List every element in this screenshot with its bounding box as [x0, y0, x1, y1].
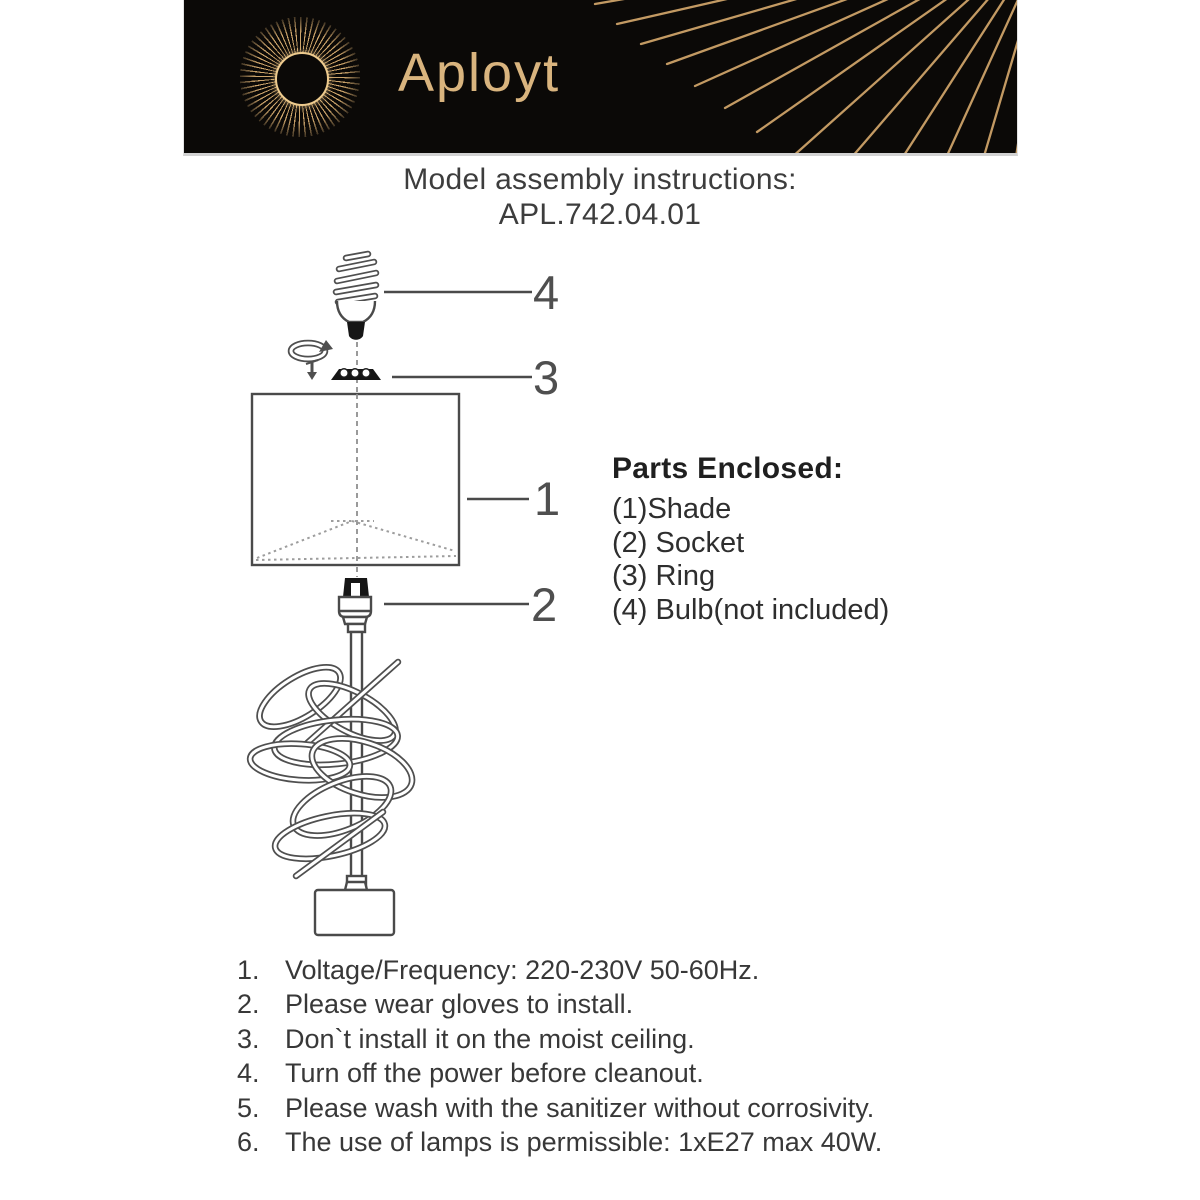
ring-diagram — [331, 369, 381, 380]
callout-ring: 3 — [533, 351, 560, 404]
instruction-row — [237, 1056, 882, 1090]
instruction-text: Please wear gloves to install. — [285, 989, 634, 1020]
socket-diagram — [339, 578, 371, 624]
parts-enclosed-heading: Parts Enclosed: — [612, 452, 844, 485]
instruction-row — [237, 953, 882, 987]
parts-enclosed-item: (4) Bulb(not included) — [612, 593, 890, 626]
parts-enclosed-item: (3) Ring — [612, 560, 716, 592]
instruction-text: Voltage/Frequency: 220-230V 50-60Hz. — [285, 955, 760, 985]
parts-enclosed-item: (2) Socket — [612, 526, 745, 559]
callout-socket: 2 — [531, 578, 558, 631]
parts-enclosed-list — [612, 493, 889, 627]
callout-shade: 1 — [534, 472, 561, 525]
lamp-body-diagram — [249, 624, 420, 878]
leader-lines — [384, 292, 532, 604]
brand-name: Aployt — [398, 43, 561, 103]
bulb-diagram — [336, 254, 376, 340]
instruction-row — [237, 1022, 882, 1056]
base-diagram — [315, 876, 394, 935]
instruction-number: 2. — [237, 989, 260, 1020]
brand-banner — [183, 0, 1018, 156]
title-line-1: Model assembly instructions: — [403, 163, 797, 196]
instruction-text: Please wash with the sanitizer without corrosivity. — [285, 1092, 875, 1123]
instruction-row — [237, 1091, 882, 1125]
instruction-number: 6. — [237, 1127, 260, 1158]
decorative-rays-icon — [587, 0, 1017, 153]
instruction-text: Don`t install it on the moist ceiling. — [285, 1023, 695, 1054]
rotate-ring-icon — [291, 340, 333, 380]
instruction-number: 3. — [237, 1023, 260, 1054]
instruction-number: 5. — [237, 1092, 260, 1123]
instruction-text: Turn off the power before cleanout. — [285, 1058, 704, 1089]
instruction-row — [237, 987, 882, 1021]
instruction-text: The use of lamps is permissible: 1xE27 max 40W. — [285, 1127, 883, 1158]
document-title — [0, 162, 1200, 232]
shade-diagram — [252, 394, 459, 565]
instruction-row — [237, 1125, 882, 1159]
instruction-number: 4. — [237, 1058, 260, 1089]
model-number: APL.742.04.01 — [498, 198, 702, 231]
parts-enclosed-section — [612, 452, 889, 627]
instruction-number: 1. — [237, 955, 260, 985]
callout-bulb: 4 — [533, 266, 560, 319]
safety-instructions-list — [237, 953, 882, 1159]
parts-enclosed-item: (1)Shade — [612, 493, 732, 525]
sunburst-logo-icon — [240, 17, 360, 137]
